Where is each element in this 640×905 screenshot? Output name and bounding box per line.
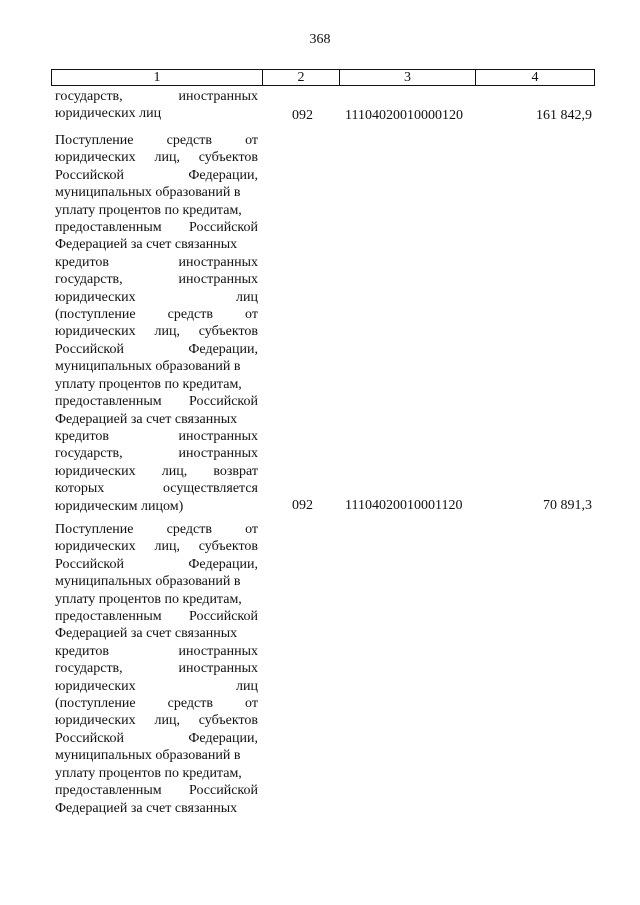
description-line: муниципальных образований в	[55, 574, 241, 590]
header-col-4: 4	[531, 70, 539, 85]
description-line: муниципальных образований в	[55, 359, 241, 375]
header-col-1: 1	[52, 70, 263, 85]
description-line: государств, иностранных	[55, 272, 258, 288]
description-line: Федерацией за счет связанных	[55, 626, 238, 642]
row-kbk: 11104020010001120	[345, 498, 463, 513]
row-code: 092	[292, 498, 313, 513]
table-header	[51, 69, 595, 86]
row-description	[55, 521, 258, 817]
description-line: Российской Федерации,	[55, 556, 258, 572]
description-line: (поступление средств от	[55, 696, 258, 712]
description-line: (поступление средств от	[55, 307, 258, 323]
description-line: юридическим лицом)	[55, 498, 184, 514]
description-line: которых осуществляется	[55, 481, 258, 497]
description-line: Федерацией за счет связанных	[55, 237, 238, 253]
description-line: кредитов иностранных	[55, 643, 258, 659]
description-line: уплату процентов по кредитам,	[55, 765, 242, 781]
description-line: государств, иностранных	[55, 89, 258, 104]
description-line: уплату процентов по кредитам,	[55, 376, 242, 392]
description-line: уплату процентов по кредитам,	[55, 202, 242, 218]
description-line: юридических лиц	[55, 289, 258, 305]
description-line: юридических лиц, субъектов	[55, 150, 258, 166]
description-line: уплату процентов по кредитам,	[55, 591, 242, 607]
description-line: Федерацией за счет связанных	[55, 800, 238, 816]
row-amount: 70 891,3	[543, 498, 592, 513]
description-line: Российской Федерации,	[55, 730, 258, 746]
description-line: муниципальных образований в	[55, 185, 241, 201]
header-col-2: 2	[263, 70, 340, 85]
description-line: юридических лиц, субъектов	[55, 324, 258, 340]
row-description	[55, 132, 258, 515]
description-line: муниципальных образований в	[55, 748, 241, 764]
description-line: государств, иностранных	[55, 446, 258, 462]
row-amount: 161 842,9	[536, 108, 592, 123]
description-line: кредитов иностранных	[55, 428, 258, 444]
description-line: предоставленным Российской	[55, 394, 258, 410]
description-line: Российской Федерации,	[55, 167, 258, 183]
row-kbk: 11104020010000120	[345, 108, 463, 123]
description-line: предоставленным Российской	[55, 220, 258, 236]
description-line: юридических лиц, субъектов	[55, 713, 258, 729]
page-number: 368	[309, 32, 331, 47]
description-line: Поступление средств от	[55, 522, 258, 537]
description-line: предоставленным Российской	[55, 783, 258, 799]
description-line: кредитов иностранных	[55, 254, 258, 270]
header-col-3: 3	[340, 70, 476, 85]
description-line: юридических лиц, возврат	[55, 463, 258, 479]
description-line: государств, иностранных	[55, 661, 258, 677]
row-code: 092	[292, 108, 313, 123]
description-line: Федерацией за счет связанных	[55, 411, 238, 427]
description-line: Российской Федерации,	[55, 341, 258, 357]
description-line: юридических лиц	[55, 678, 258, 694]
row-description	[55, 88, 258, 123]
description-line: Поступление средств от	[55, 133, 258, 148]
description-line: предоставленным Российской	[55, 609, 258, 625]
description-line: юридических лиц	[55, 106, 162, 122]
description-line: юридических лиц, субъектов	[55, 539, 258, 555]
